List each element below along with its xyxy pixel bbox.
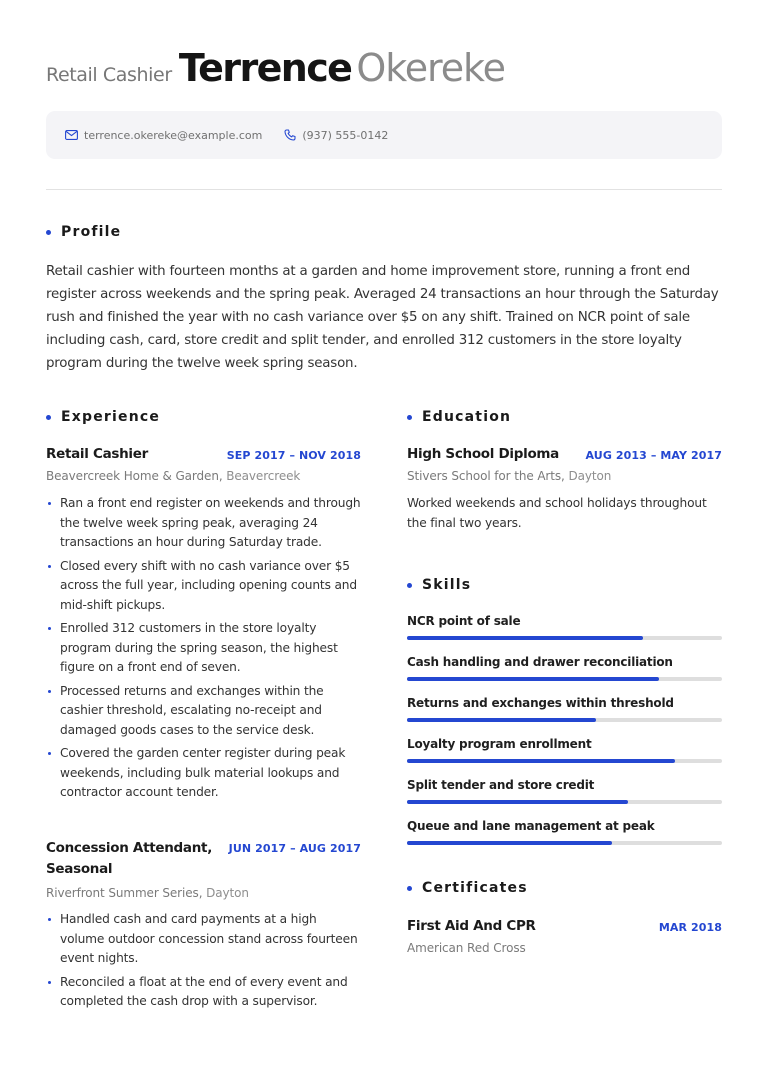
experience-heading bbox=[46, 409, 160, 425]
skills-list bbox=[407, 614, 722, 854]
certificates-heading-text: Certificates bbox=[422, 880, 528, 896]
job-org: Riverfront Summer Series, Dayton bbox=[46, 886, 249, 900]
skill-item bbox=[407, 737, 722, 751]
job-company: Beavercreek Home & Garden bbox=[46, 469, 219, 483]
skill-fill bbox=[407, 841, 612, 845]
skill-fill bbox=[407, 800, 628, 804]
job-dates: JUN 2017 – AUG 2017 bbox=[228, 842, 361, 855]
profile-heading-text: Profile bbox=[61, 224, 122, 240]
contact-email[interactable] bbox=[65, 129, 262, 142]
education-note: Worked weekends and school holidays throughout the final two years. bbox=[407, 496, 707, 530]
list-item: Covered the garden center register during peak weekends, including bulk material lookups and contractor account tender. bbox=[46, 744, 361, 803]
first-name: Terrence bbox=[178, 46, 352, 90]
skill-bar bbox=[407, 718, 722, 722]
email-text: terrence.okereke@example.com bbox=[84, 128, 263, 142]
skill-bar bbox=[407, 677, 722, 681]
certificate-name: First Aid And CPR bbox=[407, 918, 536, 934]
skills-heading-text: Skills bbox=[422, 577, 472, 593]
contact-phone[interactable] bbox=[284, 129, 388, 142]
certificate-issuer: American Red Cross bbox=[407, 941, 526, 955]
skill-item bbox=[407, 696, 722, 710]
skill-bar bbox=[407, 759, 722, 763]
envelope-icon bbox=[65, 130, 78, 140]
list-item: Processed returns and exchanges within the cashier threshold, escalating no-receipt and damaged goods cases to the service desk. bbox=[46, 682, 361, 741]
skills-heading bbox=[407, 577, 471, 593]
job-entry bbox=[46, 838, 361, 1016]
resume-page bbox=[46, 0, 722, 1086]
skill-item bbox=[407, 778, 722, 792]
job-title: Retail Cashier bbox=[46, 446, 148, 462]
list-item: Handled cash and card payments at a high volume outdoor concession stand across fourteen event nights. bbox=[46, 910, 361, 969]
education-heading bbox=[407, 409, 511, 425]
job-title: Concession Attendant, Seasonal bbox=[46, 840, 213, 877]
skill-item bbox=[407, 614, 722, 628]
job-entry bbox=[46, 446, 361, 807]
skill-fill bbox=[407, 718, 596, 722]
role-title: Retail Cashier bbox=[46, 64, 172, 86]
skill-fill bbox=[407, 759, 675, 763]
profile-summary: Retail cashier with fourteen months at a garden and home improvement store, running a front end register across weekends and the spring peak. Averaged 24 transactions an hour through the Saturday rush and finished the year with no cash variance over $5 on any shift. Trained on NCR point of sale including cash, card, store credit and split tender, and enrolled 312 customers in the store loyalty program during the twelve week spring season. bbox=[46, 264, 719, 371]
school-org: Stivers School for the Arts, Dayton bbox=[407, 469, 612, 483]
list-item: Enrolled 312 customers in the store loyalty program during the spring season, the highest figure on a front end of seven. bbox=[46, 619, 361, 678]
skill-fill bbox=[407, 636, 643, 640]
skill-bar bbox=[407, 800, 722, 804]
list-item: Ran a front end register on weekends and through the twelve week spring peak, averaging 24 transactions an hour during Saturday trade. bbox=[46, 494, 361, 553]
bullet-dot bbox=[46, 230, 51, 235]
education-entry bbox=[407, 446, 722, 533]
skill-item bbox=[407, 655, 722, 669]
profile-heading bbox=[46, 224, 121, 240]
education-dates: AUG 2013 – MAY 2017 bbox=[585, 449, 722, 462]
skill-item bbox=[407, 819, 722, 833]
degree-title: High School Diploma bbox=[407, 446, 559, 462]
list-item: Reconciled a float at the end of every event and completed the cash drop with a supervisor. bbox=[46, 973, 361, 1012]
school-location: Dayton bbox=[568, 469, 612, 483]
skill-label: Cash handling and drawer reconciliation bbox=[407, 655, 673, 669]
resume-header bbox=[46, 46, 505, 90]
skill-label: Split tender and store credit bbox=[407, 778, 595, 792]
skill-label: NCR point of sale bbox=[407, 614, 521, 628]
job-location: Beavercreek bbox=[226, 469, 301, 483]
school-name: Stivers School for the Arts bbox=[407, 469, 562, 483]
certificates-heading bbox=[407, 880, 528, 896]
bullet-dot bbox=[407, 886, 412, 891]
skill-bar bbox=[407, 636, 722, 640]
skill-label: Queue and lane management at peak bbox=[407, 819, 655, 833]
job-bullets bbox=[46, 910, 361, 1012]
education-heading-text: Education bbox=[422, 409, 512, 425]
job-location: Dayton bbox=[206, 886, 249, 900]
last-name: Okereke bbox=[356, 46, 505, 90]
skill-label: Loyalty program enrollment bbox=[407, 737, 592, 751]
certificate-date: MAR 2018 bbox=[658, 921, 722, 934]
header-divider bbox=[46, 189, 722, 190]
bullet-dot bbox=[46, 415, 51, 420]
bullet-dot bbox=[407, 415, 412, 420]
contact-bar bbox=[46, 111, 722, 159]
experience-heading-text: Experience bbox=[61, 409, 161, 425]
certificate-entry bbox=[407, 918, 722, 955]
skill-fill bbox=[407, 677, 659, 681]
list-item: Closed every shift with no cash variance over $5 across the full year, including opening counts and mid-shift pickups. bbox=[46, 557, 361, 616]
job-dates: SEP 2017 – NOV 2018 bbox=[226, 449, 361, 462]
skill-label: Returns and exchanges within threshold bbox=[407, 696, 674, 710]
job-bullets bbox=[46, 494, 361, 803]
phone-icon bbox=[284, 129, 296, 141]
skill-bar bbox=[407, 841, 722, 845]
bullet-dot bbox=[407, 583, 412, 588]
job-org: Beavercreek Home & Garden, Beavercreek bbox=[46, 469, 301, 483]
phone-text: (937) 555-0142 bbox=[302, 128, 389, 142]
job-company: Riverfront Summer Series bbox=[46, 886, 199, 900]
